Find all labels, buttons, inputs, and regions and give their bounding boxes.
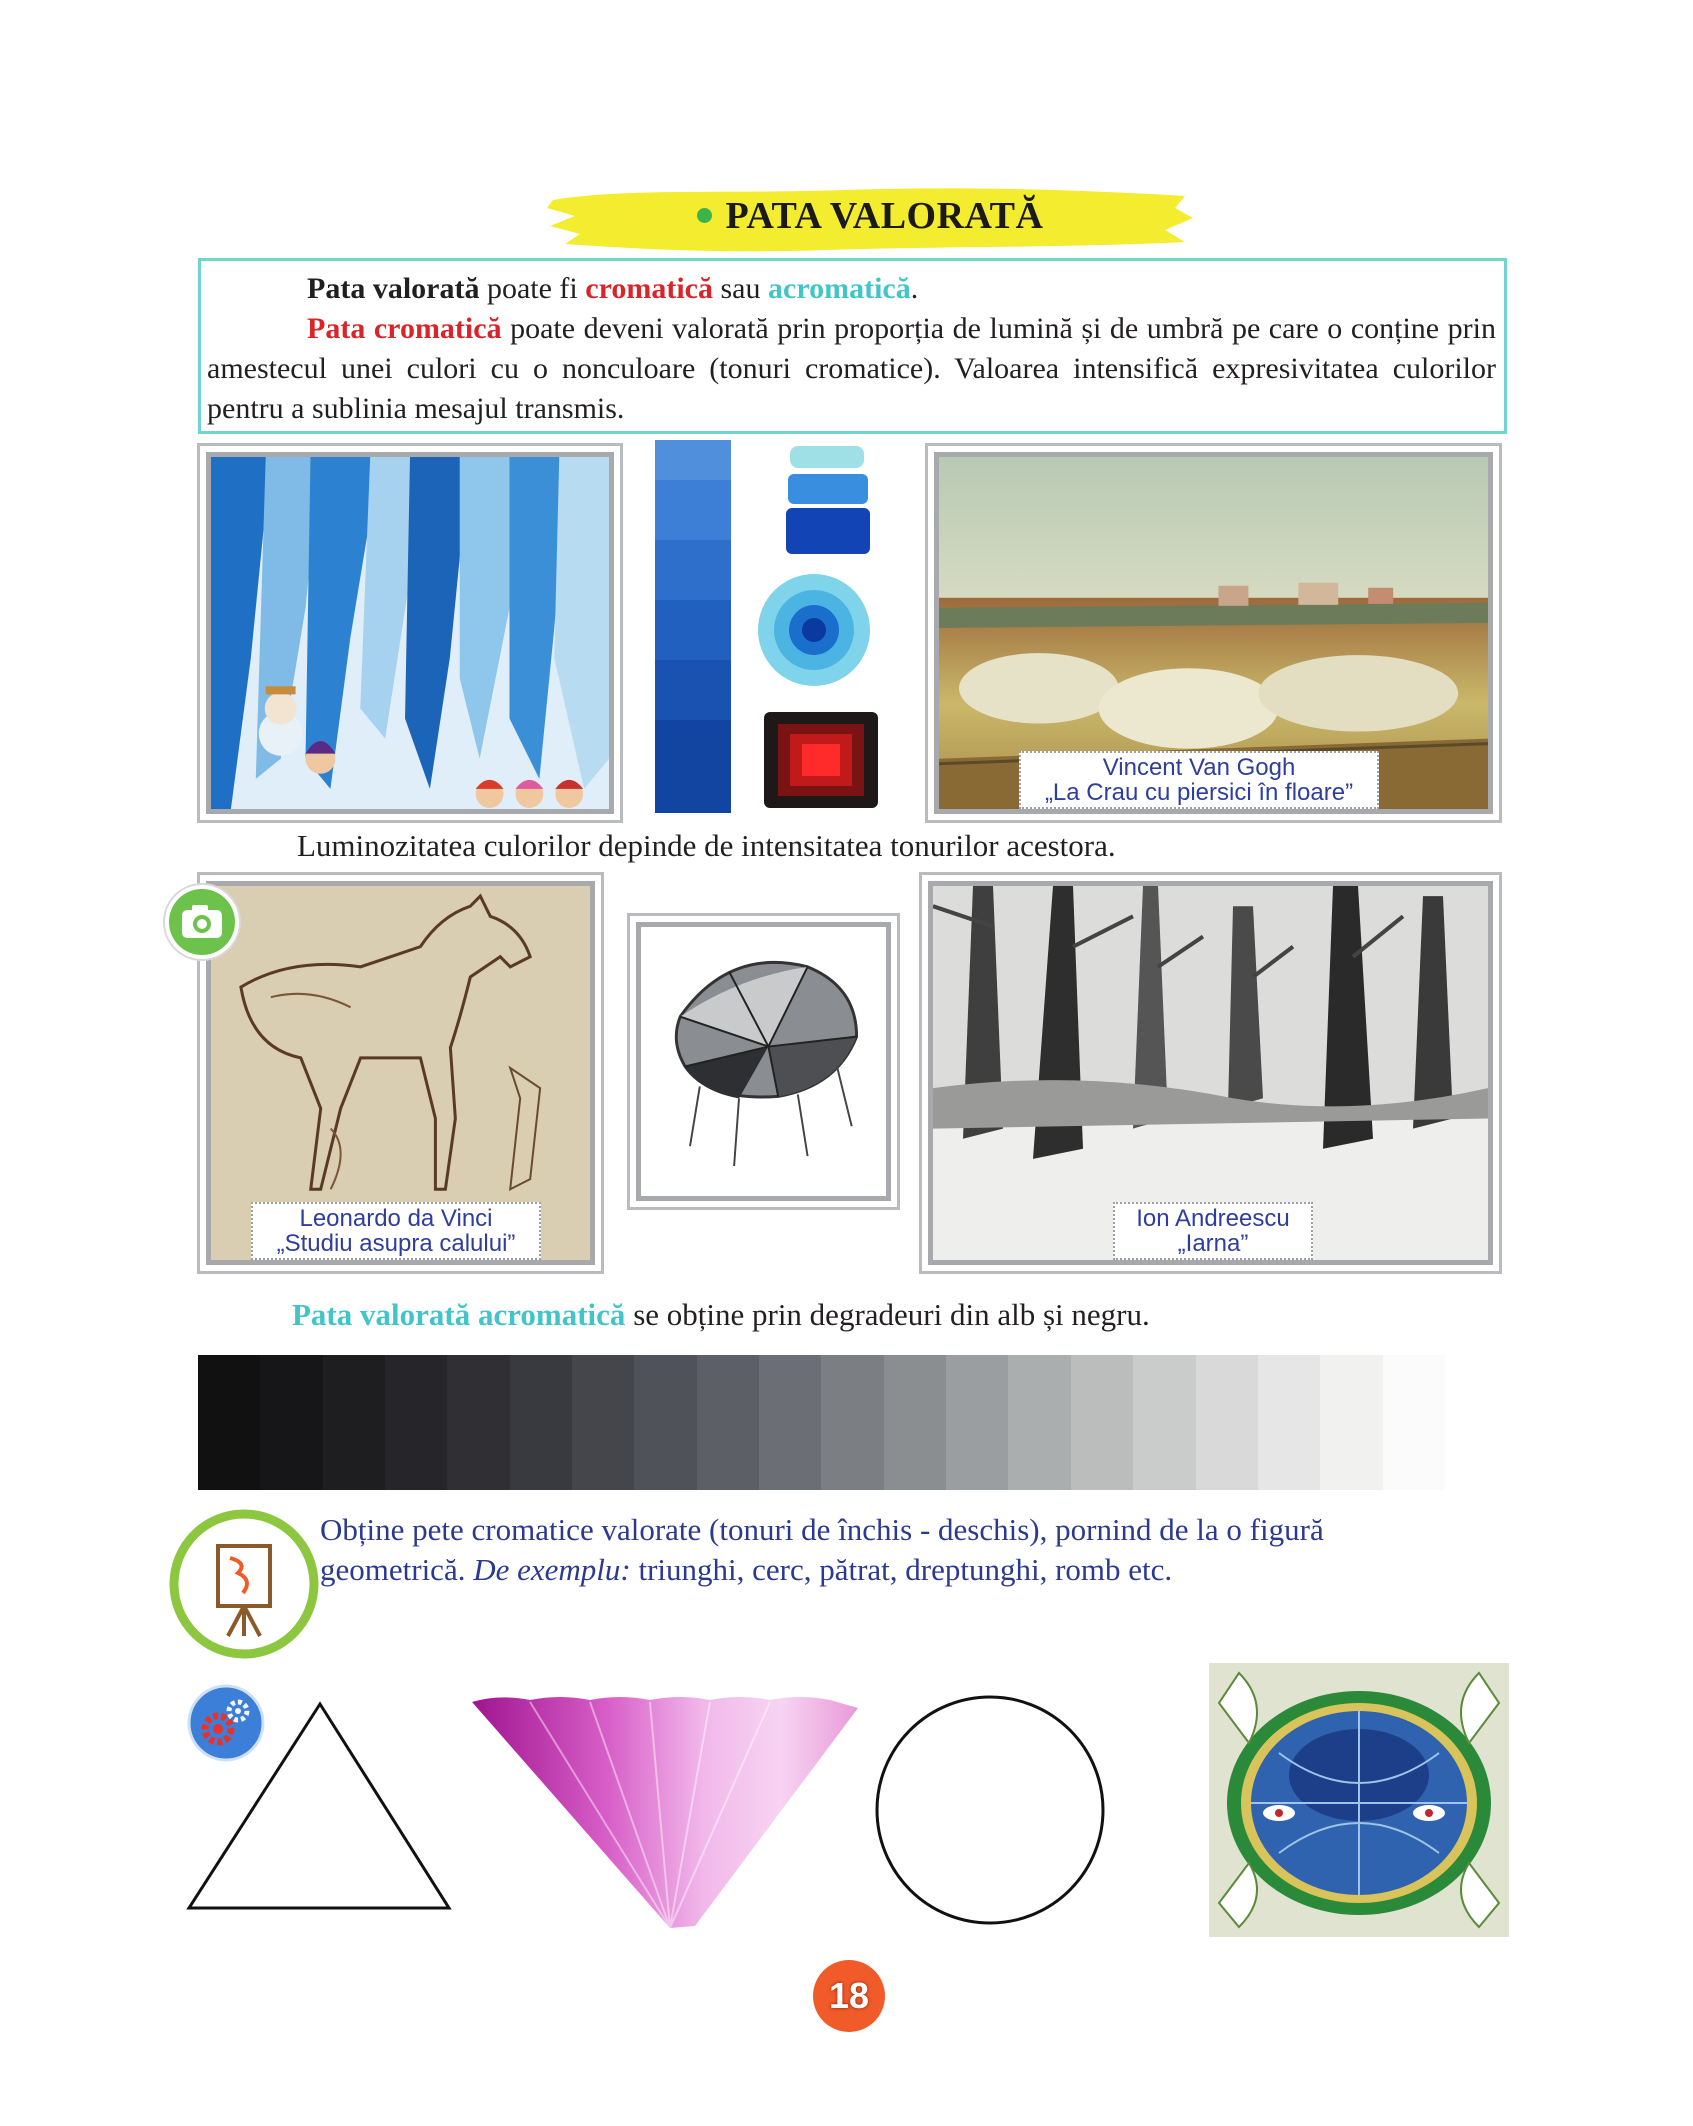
gray-swatch [759,1355,821,1490]
definition-line-2: Pata cromatică poate deveni valorată prin proporția de lumină și de umbră pe care o conține prin amestecul unei culori cu o nonculoare (tonuri cromatice). Valoarea intensifică expresivitatea culorilor pentru a sublinia mesajul transmis. [207,312,1496,425]
red-concentric-square [762,710,880,810]
blue-concentric-spot [752,572,876,688]
gray-swatch [1383,1355,1445,1490]
easel-icon [168,1508,320,1660]
gray-swatch [1133,1355,1195,1490]
gray-swatch [821,1355,883,1490]
magenta-value-fan [470,1690,860,1930]
gray-swatch [634,1355,696,1490]
definition-box [198,258,1507,434]
gray-swatch [385,1355,447,1490]
gray-swatch [1008,1355,1070,1490]
page-number-badge: 18 [813,1960,885,2032]
mosaic-example-painting [1209,1663,1509,1937]
camera-icon [162,882,242,962]
blue-ice-painting [211,457,609,809]
gray-swatch [697,1355,759,1490]
gray-swatch [1258,1355,1320,1490]
achromatic-gray-scale [198,1355,1445,1490]
circle-outline [874,1694,1106,1926]
gray-swatch [884,1355,946,1490]
da-vinci-drawing-frame [197,872,604,1274]
page-title: PATA VALORATĂ [545,194,1195,238]
gray-umbrella-frame [627,913,900,1210]
gray-swatch [198,1355,260,1490]
gray-swatch [447,1355,509,1490]
gray-swatch [1196,1355,1258,1490]
blue-value-scale [655,440,731,813]
van-gogh-painting-frame [925,443,1502,823]
title-bullet [697,208,712,223]
gray-swatch [323,1355,385,1490]
exercise-instruction: Obține pete cromatice valorate (tonuri de închis - deschis), pornind de la o figură geometrică. De exemplu: triunghi, cerc, pătrat, dreptunghi, romb etc. [320,1512,1324,1587]
luminosity-sentence: Luminozitatea culorilor depinde de intensitatea tonurilor acestora. [297,828,1116,863]
gray-umbrella-drawing [641,927,886,1196]
definition-line-1: Pata valorată poate fi cromatică sau acromatică. [307,272,919,305]
gray-swatch [946,1355,1008,1490]
triangle-outline [185,1700,455,1912]
andreescu-painting-frame [919,872,1502,1274]
andreescu-caption: Ion Andreescu „Iarna” [1113,1202,1313,1260]
gray-swatch [1320,1355,1382,1490]
blue-ice-painting-frame [197,443,623,823]
gray-swatch [260,1355,322,1490]
blue-swatch-stack [786,440,872,560]
achromatic-sentence: Pata valorată acromatică se obține prin degradeuri din alb și negru. [292,1297,1150,1332]
gray-swatch [1071,1355,1133,1490]
gray-swatch [510,1355,572,1490]
da-vinci-caption: Leonardo da Vinci „Studiu asupra calului” [251,1202,541,1260]
gray-swatch [572,1355,634,1490]
van-gogh-caption: Vincent Van Gogh „La Crau cu piersici în floare” [1019,751,1379,809]
